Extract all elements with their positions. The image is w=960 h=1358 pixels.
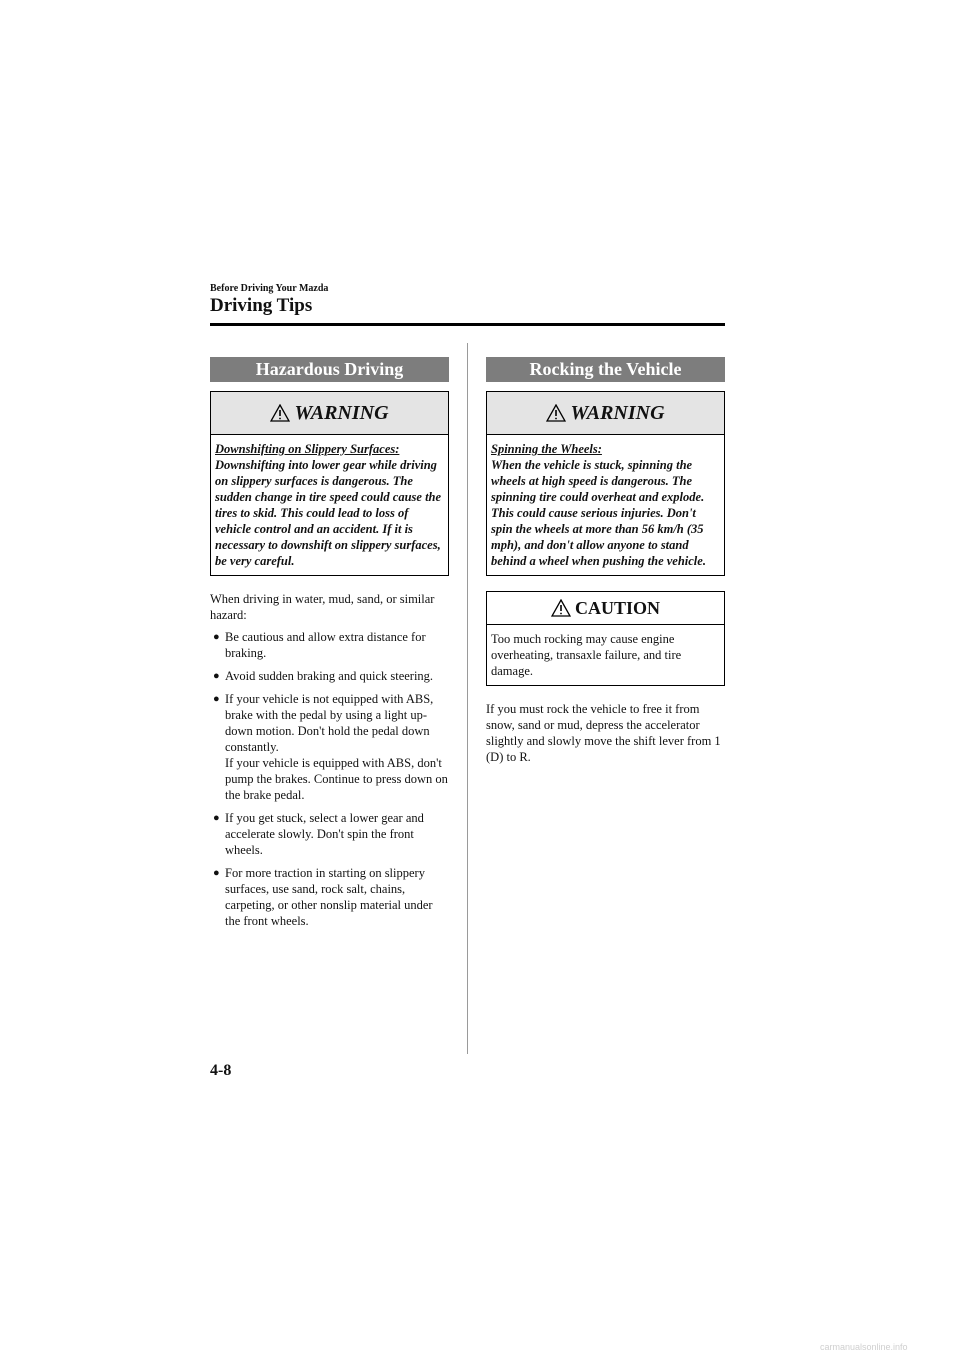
watermark: carmanualsonline.info	[820, 1342, 908, 1352]
page-number: 4-8	[210, 1062, 232, 1079]
warning-box-spinning	[486, 391, 725, 576]
hazard-intro: When driving in water, mud, sand, or similar hazard:	[210, 592, 435, 622]
warning-subtitle: Spinning the Wheels:	[491, 442, 602, 456]
warning-label: WARNING	[570, 401, 665, 424]
bullet-icon: ●	[213, 631, 220, 643]
list-item: ● Be cautious and allow extra distance for braking.	[213, 630, 426, 660]
list-item: ● For more traction in starting on slippery surfaces, use sand, rock salt, chains, carpeting, or other nonslip material under the front wheels.	[213, 866, 433, 928]
caution-triangle-icon	[551, 599, 571, 617]
list-item: ● Avoid sudden braking and quick steering.	[213, 669, 434, 683]
warning-text: Downshifting into lower gear while driving on slippery surfaces is dangerous. The sudden change in tire speed could cause the tires to skid. This could lead to loss of vehicle control and an accident. If it is necessary to downshift on slippery surfaces, be very careful.	[215, 458, 442, 568]
caution-box	[486, 591, 725, 686]
bullet-icon: ●	[213, 670, 220, 682]
list-item: ● If you get stuck, select a lower gear and accelerate slowly. Don't spin the front wheels.	[213, 811, 424, 857]
bullet-icon: ●	[213, 867, 220, 879]
warning-header	[487, 392, 724, 435]
warning-triangle-icon	[270, 404, 290, 422]
warning-body	[211, 435, 448, 575]
warning-body	[487, 435, 724, 575]
warning-label: WARNING	[294, 401, 389, 424]
rocking-vehicle-banner: Rocking the Vehicle	[486, 357, 725, 382]
warning-text: When the vehicle is stuck, spinning the wheels at high speed is dangerous. The spinning tire could overheat and explode. This could cause serious injuries. Don't spin the wheels at more than 56 km/h (35 mph), and don't allow anyone to stand behind a wheel when pushing the vehicle.	[491, 458, 706, 568]
caution-label: CAUTION	[574, 597, 660, 618]
page-title: Driving Tips	[210, 295, 313, 316]
warning-box-downshifting	[210, 391, 449, 576]
hazardous-driving-banner: Hazardous Driving	[210, 357, 449, 382]
bullet-icon: ●	[213, 693, 220, 705]
left-column	[210, 357, 449, 936]
caution-body: Too much rocking may cause engine overheating, transaxle failure, and tire damage.	[491, 632, 682, 678]
rocking-paragraph: If you must rock the vehicle to free it from snow, sand or mud, depress the accelerator slightly and slowly move the shift lever from 1 (D) to R.	[486, 702, 721, 764]
warning-subtitle: Downshifting on Slippery Surfaces:	[215, 442, 400, 456]
section-label: Before Driving Your Mazda	[210, 283, 329, 294]
warning-header	[211, 392, 448, 435]
bullet-icon: ●	[213, 812, 220, 824]
warning-triangle-icon	[546, 404, 566, 422]
list-item: ● If your vehicle is not equipped with ABS, brake with the pedal by using a light up-down motion. Don't hold the pedal down constantly. If your vehicle is equipped with ABS, don't pump the brakes. Continue to press down on the brake pedal.	[213, 692, 448, 802]
column-divider	[467, 343, 468, 1054]
caution-header	[487, 592, 724, 625]
right-column	[486, 357, 725, 765]
hazard-tips-list	[210, 629, 449, 929]
title-rule	[210, 323, 725, 326]
